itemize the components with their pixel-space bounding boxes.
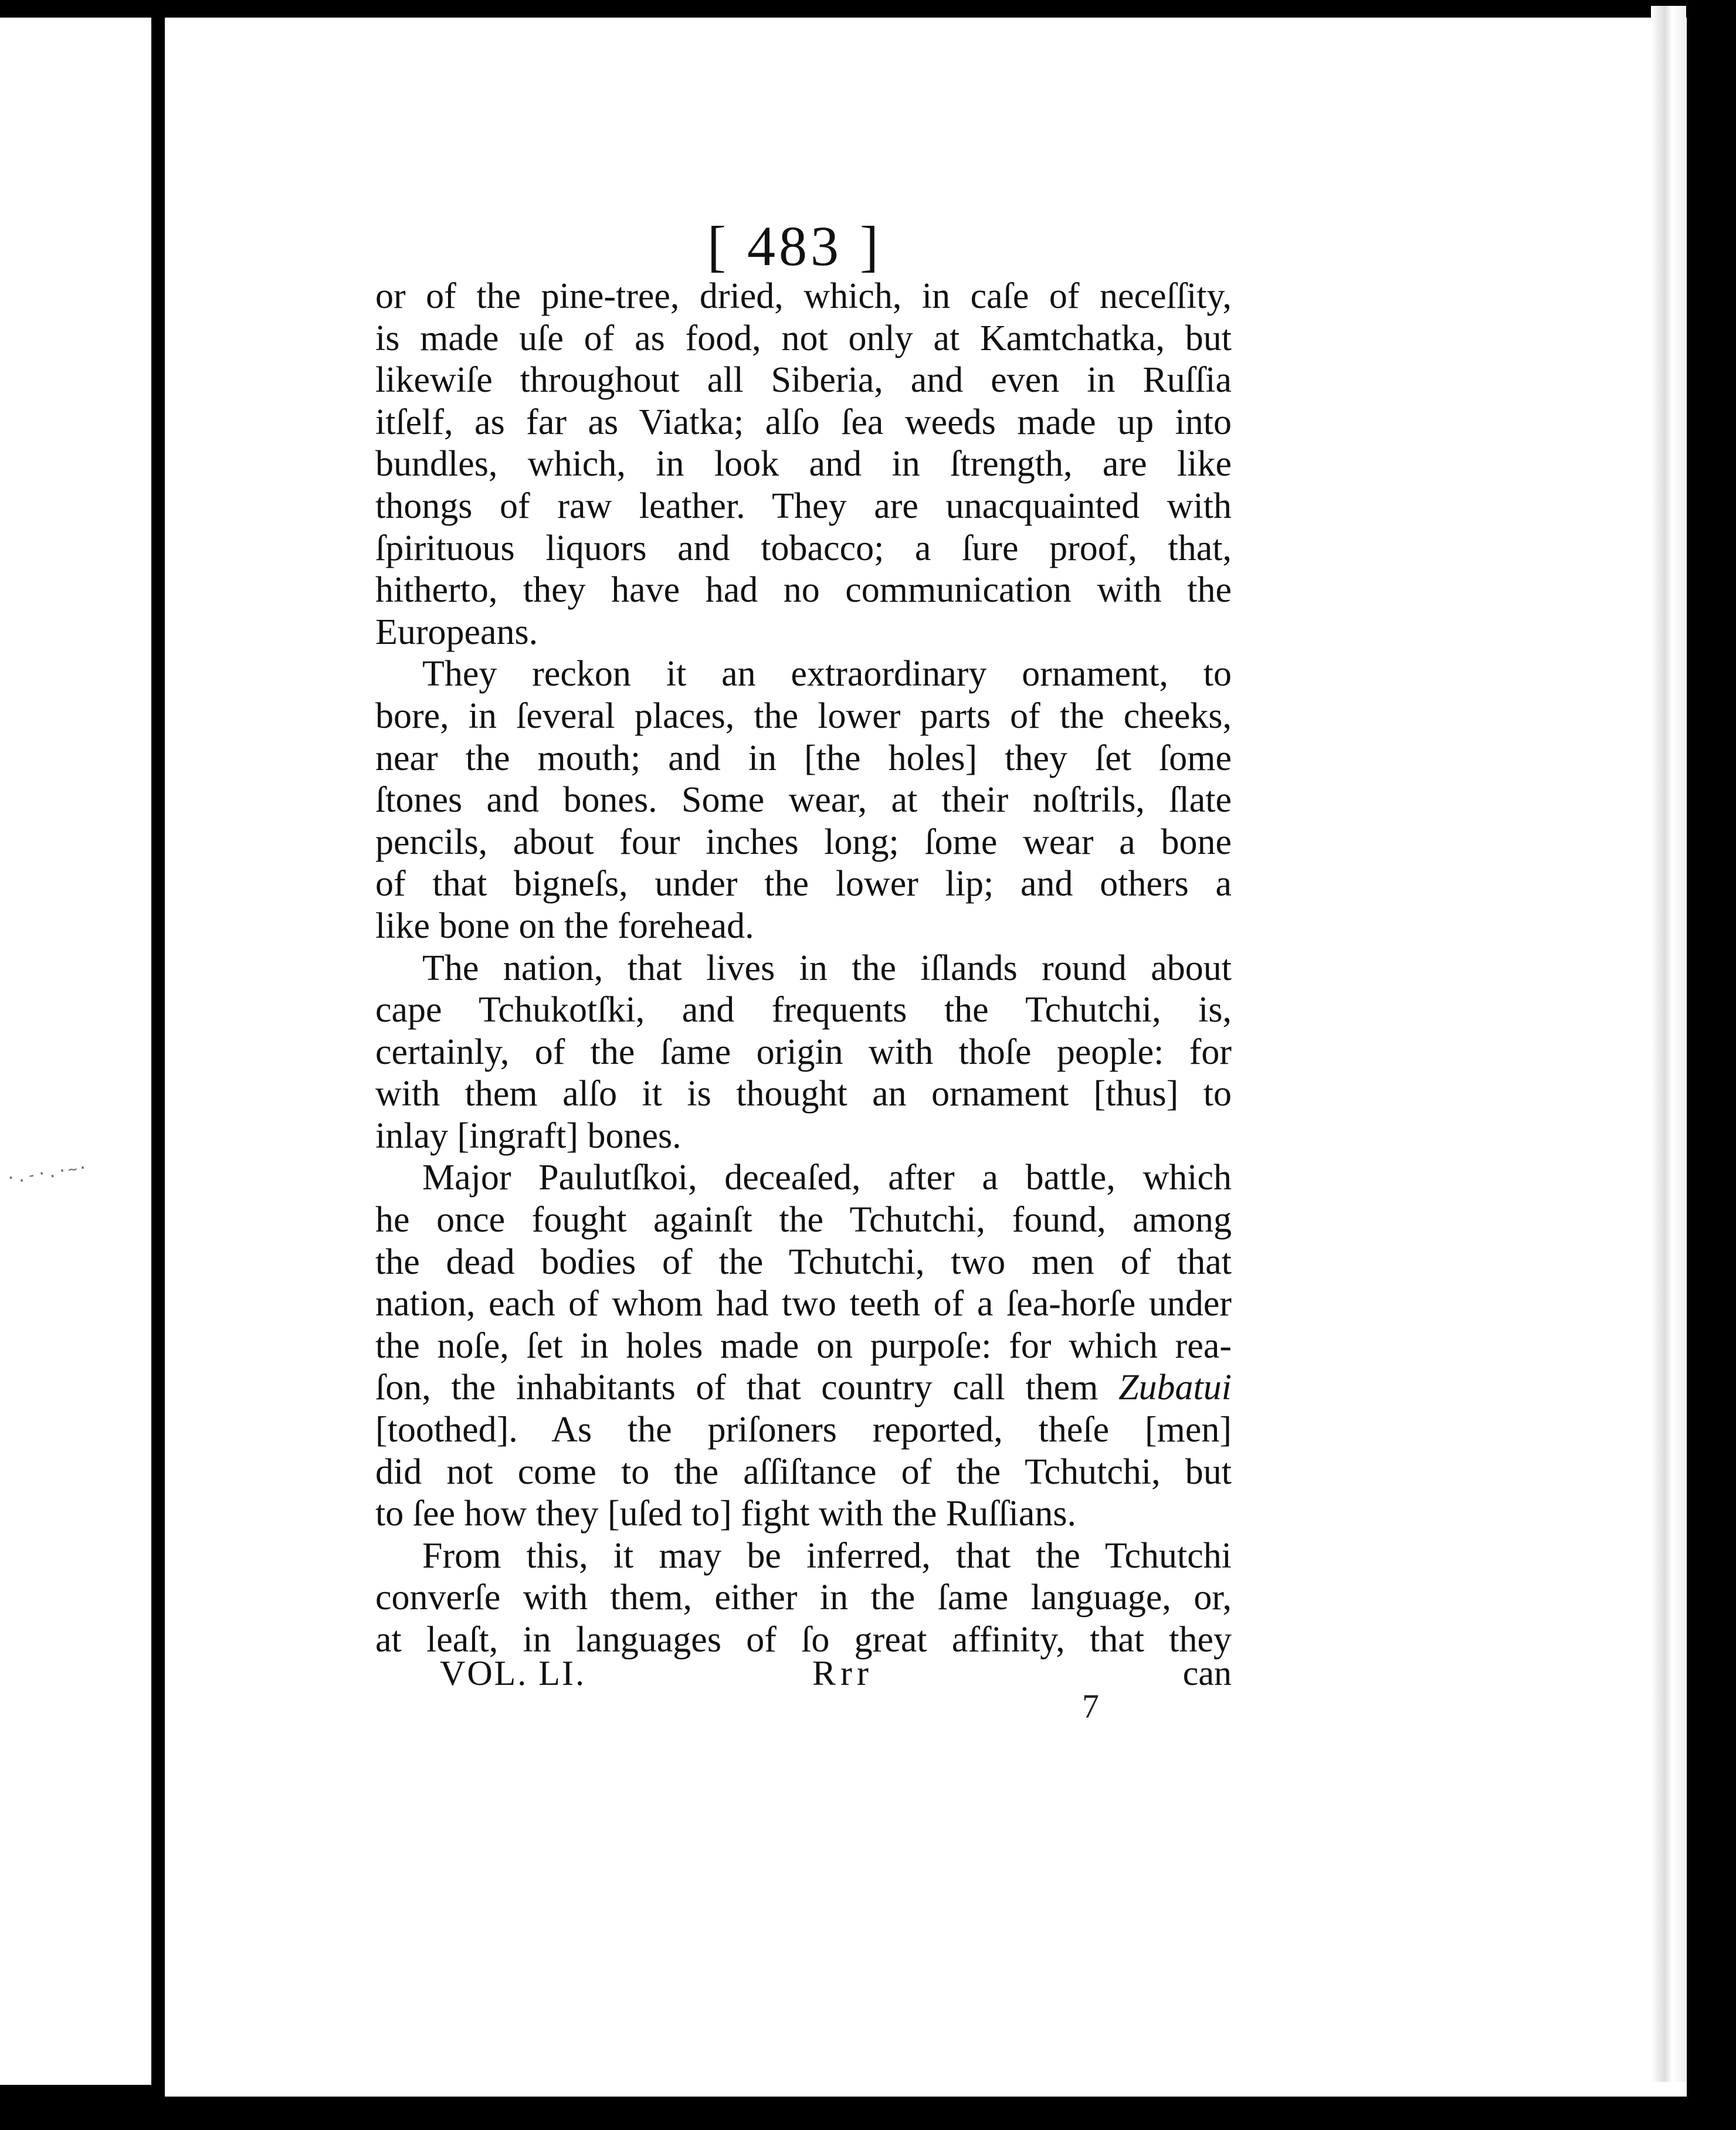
text-line: nation, each of whom had two teeth of a ſea-horſe under xyxy=(375,1284,1232,1324)
text-line: converſe with them, either in the ſame language, or, xyxy=(375,1578,1232,1618)
text-line: Europeans. xyxy=(375,612,538,652)
text-line: hitherto, they have had no communication with the xyxy=(375,570,1232,610)
text-line: of that bigneſs, under the lower lip; and others a xyxy=(375,864,1232,904)
text-line: thongs of raw leather. They are unacquainted with xyxy=(375,486,1232,526)
text-run: ſon, the inhabitants of that country call them xyxy=(375,1368,1098,1408)
page-edge-right xyxy=(1651,6,1686,2082)
text-line: is made uſe of as food, not only at Kamtchatka, but xyxy=(375,318,1232,358)
text-line: They reckon it an extraordinary ornament, to xyxy=(422,654,1232,694)
text-line: The nation, that lives in the iſlands round about xyxy=(422,948,1232,988)
text-line: near the mouth; and in [the holes] they ſet ſome xyxy=(375,738,1232,778)
text-line: bore, in ſeveral places, the lower parts of the cheeks, xyxy=(375,696,1232,736)
catchword: can xyxy=(1182,1654,1232,1693)
text-line: likewiſe throughout all Siberia, and even in Ruſſia xyxy=(375,360,1232,401)
text-line: Major Paulutſkoi, deceaſed, after a battle, which xyxy=(422,1158,1232,1198)
text-line: ſpirituous liquors and tobacco; a ſure proof, that, xyxy=(375,528,1232,568)
body-text xyxy=(375,276,1232,1661)
italic-term: Zubatui xyxy=(1118,1368,1232,1408)
gutter-marks: ·.-·.·~· xyxy=(5,1158,90,1188)
text-line: inlay [ingraft] bones. xyxy=(375,1115,681,1156)
text-line: cape Tchukotſki, and frequents the Tchutchi, is, xyxy=(375,990,1232,1030)
text-line: he once fought againſt the Tchutchi, found, among xyxy=(375,1200,1232,1240)
text-line: the dead bodies of the Tchutchi, two men of that xyxy=(375,1242,1232,1282)
text-line: with them alſo it is thought an ornament [thus] to xyxy=(375,1074,1232,1114)
text-line: did not come to the aſſiſtance of the Tchutchi, but xyxy=(375,1451,1232,1492)
text-line: bundles, which, in look and in ſtrength, are like xyxy=(375,444,1232,484)
page-footer xyxy=(440,1647,1232,1700)
text-line: certainly, of the ſame origin with thoſe people: for xyxy=(375,1032,1232,1072)
text-line: pencils, about four inches long; ſome wear a bone xyxy=(375,822,1232,862)
text-line: ſtones and bones. Some wear, at their noſtrils, ſlate xyxy=(375,780,1232,820)
text-line: [toothed]. As the priſoners reported, theſe [men] xyxy=(375,1410,1232,1450)
text-line: the noſe, ſet in holes made on purpoſe: for which rea- xyxy=(375,1325,1232,1366)
text-line: From this, it may be inferred, that the Tchutchi xyxy=(422,1535,1232,1576)
signature-mark: Rrr xyxy=(812,1654,873,1693)
text-line-with-italic xyxy=(375,1367,1232,1409)
facing-page-edge xyxy=(0,18,151,2085)
volume-label: VOL. LI. xyxy=(440,1654,586,1693)
text-line: or of the pine-tree, dried, which, in caſe of neceſſity, xyxy=(375,276,1232,316)
text-line: to ſee how they [uſed to] fight with the Ruſſians. xyxy=(375,1494,1077,1534)
page-number: [ 483 ] xyxy=(707,215,882,277)
text-line: like bone on the forehead. xyxy=(375,905,754,946)
handwritten-mark: 7 xyxy=(1082,1687,1099,1725)
text-line: itſelf, as far as Viatka; alſo ſea weeds made up into xyxy=(375,402,1232,442)
text-line: at leaſt, in languages of ſo great affinity, that they xyxy=(375,1620,1232,1660)
